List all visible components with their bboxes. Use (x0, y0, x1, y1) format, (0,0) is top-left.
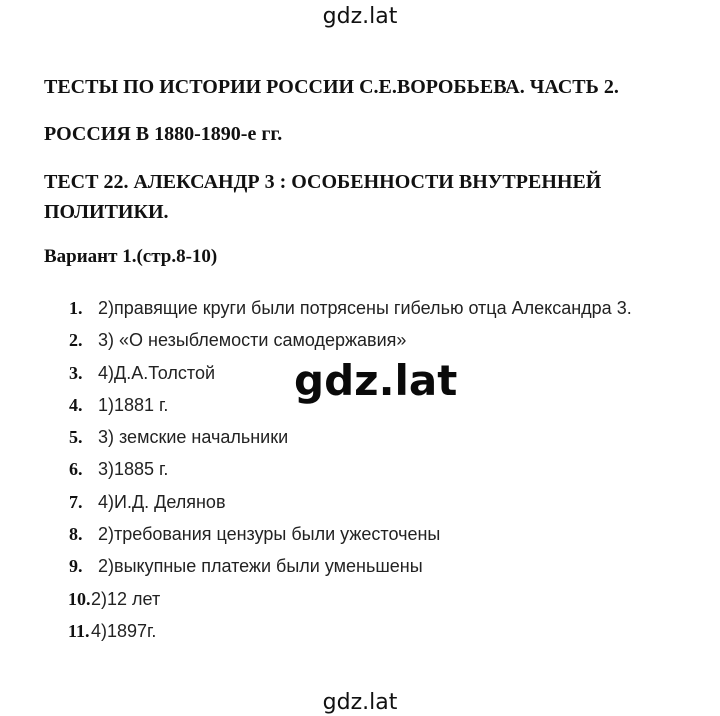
answer-text: 2)12 лет (91, 588, 161, 609)
answer-number: 1. (69, 298, 83, 318)
answer-text: 4)И.Д. Делянов (98, 491, 226, 512)
section-heading: РОССИЯ В 1880-1890-е гг. (44, 123, 283, 145)
answer-number: 11. (68, 620, 90, 641)
test-title: ТЕСТ 22. АЛЕКСАНДР 3 : ОСОБЕННОСТИ ВНУТРЕННЕЙ ПОЛИТИКИ. (44, 171, 602, 223)
answer-text: 3) земские начальники (98, 427, 289, 448)
answer-number: 5. (69, 427, 83, 448)
answer-text: 2)правящие круги были потрясены гибелью отца Александра 3. (98, 298, 632, 318)
answer-item (69, 324, 632, 356)
answer-number: 4. (69, 394, 83, 415)
answer-number: 3. (69, 362, 83, 383)
answer-item (69, 453, 632, 485)
site-footer-label: gdz.lat (322, 690, 398, 715)
watermark-logo: gdz.lat (294, 356, 458, 405)
answer-number: 10. (68, 588, 91, 609)
answer-number: 7. (69, 491, 83, 512)
document-title: ТЕСТЫ ПО ИСТОРИИ РОССИИ С.Е.ВОРОБЬЕВА. ЧАСТЬ 2. (44, 76, 619, 98)
answer-item (69, 615, 632, 647)
variant-label: Вариант 1.(стр.8-10) (44, 246, 218, 267)
answer-text: 1)1881 г. (98, 394, 169, 415)
answer-item (69, 292, 632, 324)
answer-number: 2. (69, 330, 83, 351)
answer-text: 2)выкупные платежи были уменьшены (98, 556, 423, 577)
answer-number: 8. (69, 524, 83, 545)
answer-number: 6. (69, 459, 83, 480)
answer-item (69, 421, 632, 453)
answer-number: 9. (69, 556, 83, 577)
answer-item (69, 518, 632, 550)
answer-text: 4)1897г. (91, 620, 157, 641)
answer-text: 3) «О незыблемости самодержавия» (98, 330, 407, 351)
answer-list (69, 292, 632, 647)
answer-text: 3)1885 г. (98, 459, 169, 480)
answer-text: 4)Д.А.Толстой (98, 362, 216, 383)
site-header-label: gdz.lat (322, 4, 398, 29)
answer-item (69, 486, 632, 518)
answer-item (69, 583, 632, 615)
answer-item (69, 550, 632, 582)
answer-text: 2)требования цензуры были ужесточены (98, 524, 441, 545)
